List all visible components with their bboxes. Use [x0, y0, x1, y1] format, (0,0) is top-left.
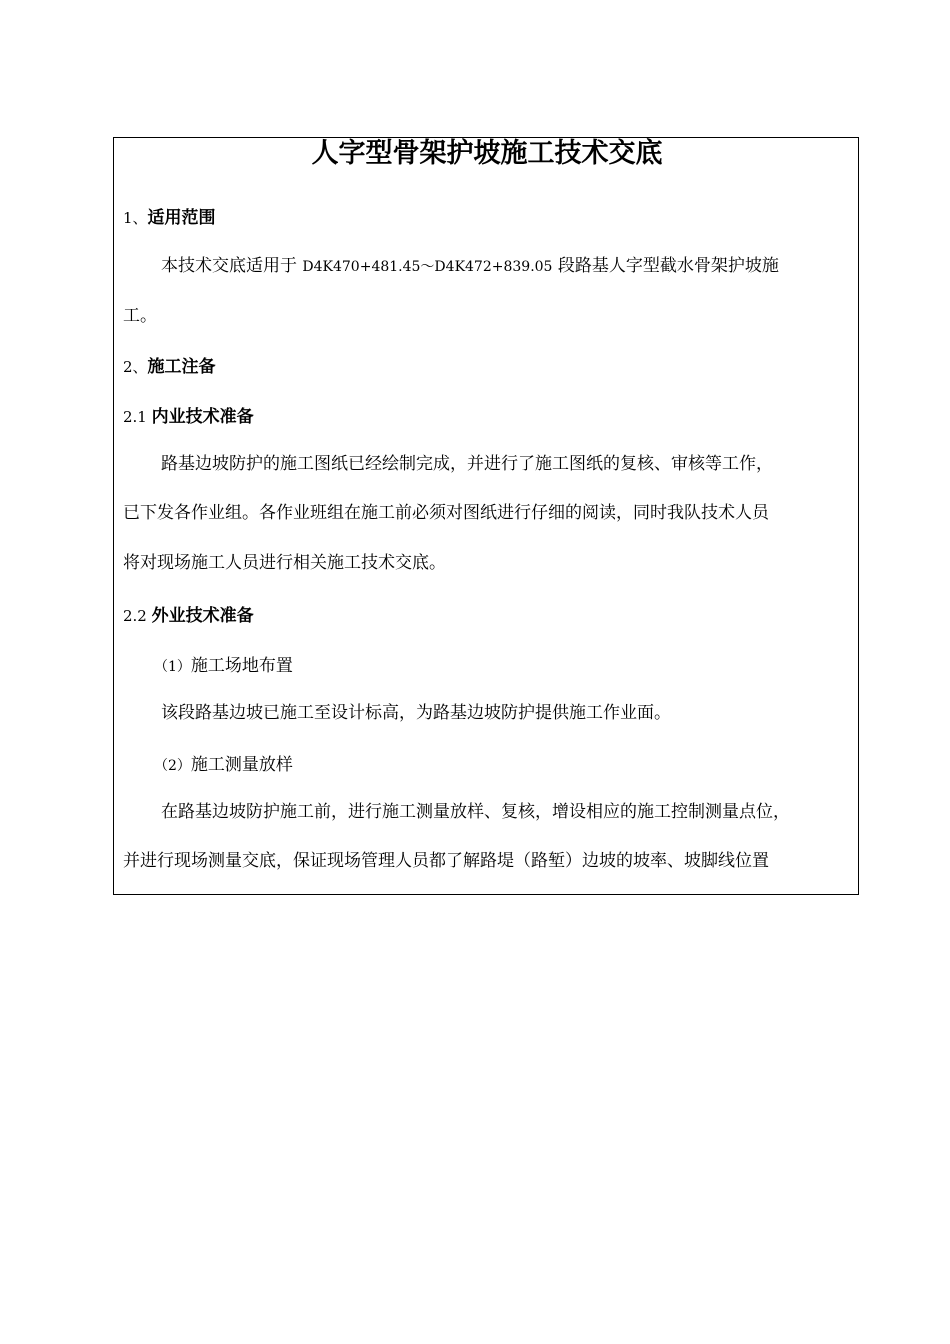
item-1-label: 施工场地布置	[190, 656, 293, 676]
paragraph-2-1-line-1: 路基边坡防护的施工图纸已经绘制完成，并进行了施工图纸的复核、审核等工作，	[161, 454, 773, 474]
section-2-2-number: 2.2	[123, 607, 152, 625]
section-1-heading	[123, 210, 216, 227]
document-frame	[113, 137, 859, 895]
paragraph-1-prefix: 本技术交底适用于	[161, 256, 303, 276]
paragraph-1-suffix: 段路基人字型截水骨架护坡施	[552, 256, 779, 276]
item-2-heading	[154, 757, 293, 774]
item-2-paragraph-line-1: 在路基边坡防护施工前，进行施工测量放样、复核，增设相应的施工控制测量点位，	[161, 802, 790, 822]
section-2-2-label: 外业技术准备	[151, 606, 254, 626]
item-2-label: 施工测量放样	[190, 755, 293, 775]
section-2-heading	[123, 359, 216, 376]
section-2-1-number: 2.1	[123, 408, 152, 426]
paragraph-1-line-1	[161, 258, 779, 275]
document-title: 人字型骨架护坡施工技术交底	[311, 138, 663, 169]
item-1-paragraph: 该段路基边坡已施工至设计标高，为路基边坡防护提供施工作业面。	[161, 703, 671, 723]
section-1-label: 适用范围	[147, 208, 216, 228]
item-1-number: （1）	[154, 659, 191, 675]
section-2-label: 施工注备	[147, 357, 216, 377]
section-2-2-heading	[123, 608, 254, 625]
item-2-number: （2）	[154, 758, 191, 774]
section-2-number: 2、	[123, 358, 148, 376]
paragraph-2-1-line-2: 已下发各作业组。各作业班组在施工前必须对图纸进行仔细的阅读，同时我队技术人员	[123, 503, 769, 523]
section-1-number: 1、	[123, 209, 148, 227]
section-2-1-label: 内业技术准备	[151, 407, 254, 427]
item-1-heading	[154, 658, 293, 675]
paragraph-1-line-2: 工。	[123, 306, 157, 326]
section-2-1-heading	[123, 409, 254, 426]
station-range: D4K470+481.45～D4K472+839.05	[302, 259, 553, 275]
item-2-paragraph-line-2: 并进行现场测量交底，保证现场管理人员都了解路堤（路堑）边坡的坡率、坡脚线位置	[123, 851, 769, 871]
paragraph-2-1-line-3: 将对现场施工人员进行相关施工技术交底。	[123, 553, 446, 573]
